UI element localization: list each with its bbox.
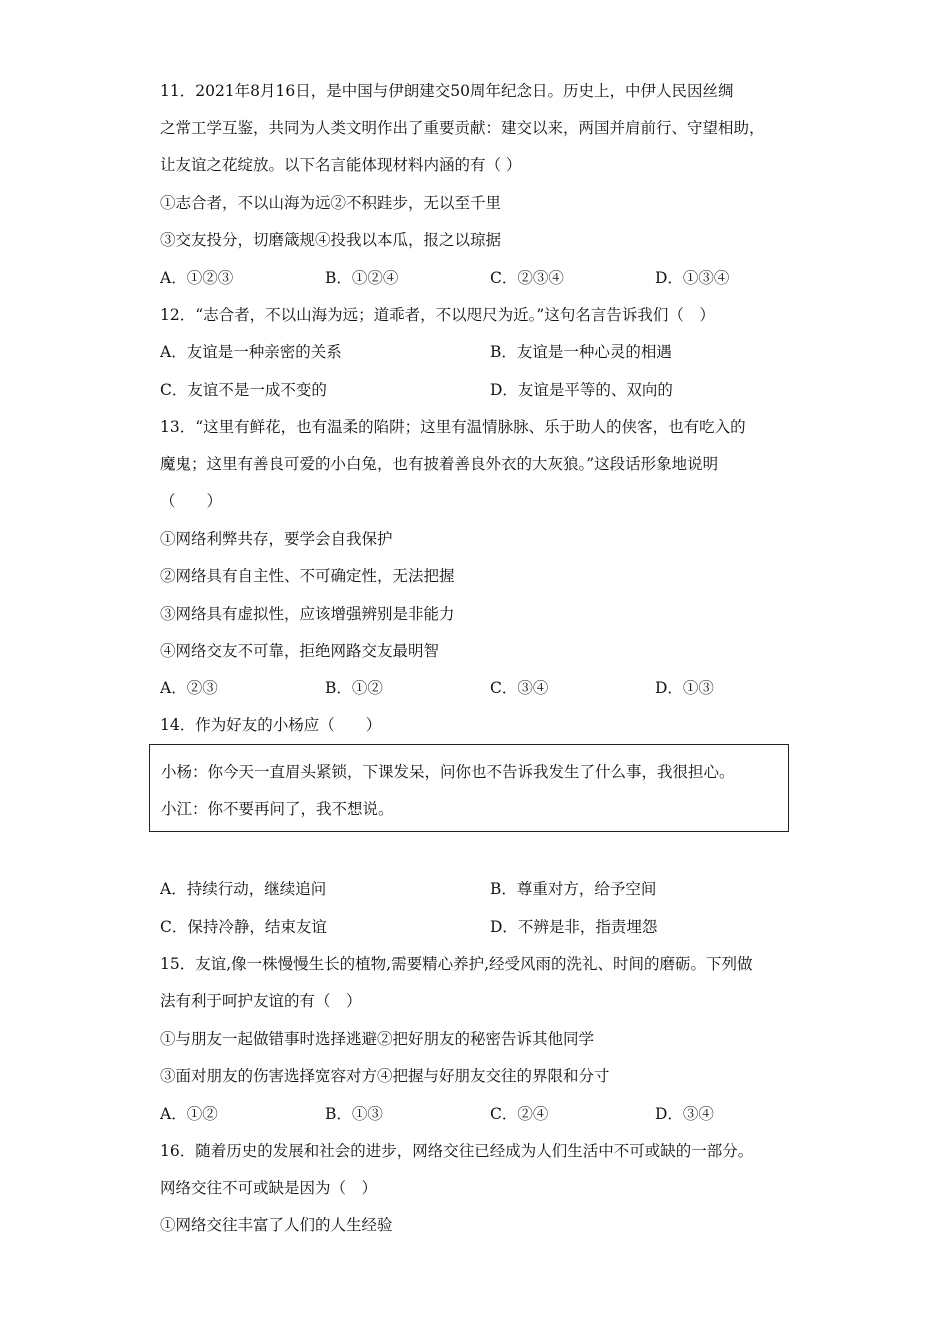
q12-stem: 12．“志合者，不以山海为远；道乖者，不以咫尺为近。”这句名言告诉我们（ ）	[160, 306, 715, 324]
q11-statement-1-2: ①志合者，不以山海为远②不积跬步，无以至千里	[160, 194, 502, 212]
q14-dialog-xiaoyang: 小杨：你今天一直眉头紧锁，下课发呆，问你也不告诉我发生了什么事，我很担心。	[161, 763, 735, 781]
q16-statement-1: ①网络交往丰富了人们的人生经验	[160, 1216, 393, 1234]
q13-option-d: D．①③	[655, 679, 714, 697]
q11-stem-line-1: 11．2021年8月16日，是中国与伊朗建交50周年纪念日。历史上，中伊人民因丝绸	[160, 82, 734, 100]
q15-option-c: C．②④	[490, 1105, 549, 1123]
q14-option-c: C．保持冷静，结束友谊	[160, 918, 327, 936]
q13-stem-line-1: 13．“这里有鲜花，也有温柔的陷阱；这里有温情脉脉、乐于助人的侠客，也有吃入的	[160, 418, 746, 436]
q13-statement-2: ②网络具有自主性、不可确定性，无法把握	[160, 567, 455, 585]
q13-statement-4: ④网络交友不可靠，拒绝网路交友最明智	[160, 642, 440, 660]
q15-option-a: A．①②	[160, 1105, 218, 1123]
q12-option-a: A．友谊是一种亲密的关系	[160, 343, 342, 361]
q14-stem: 14．作为好友的小杨应（ ）	[160, 716, 382, 734]
q15-option-d: D．③④	[655, 1105, 714, 1123]
q15-statement-3-4: ③面对朋友的伤害选择宽容对方④把握与好朋友交往的界限和分寸	[160, 1067, 610, 1085]
q15-option-b: B．①③	[325, 1105, 383, 1123]
q13-option-a: A．②③	[160, 679, 218, 697]
q16-stem-line-1: 16．随着历史的发展和社会的进步，网络交往已经成为人们生活中不可或缺的一部分。	[160, 1142, 754, 1160]
q11-option-b: B．①②④	[325, 269, 399, 287]
q16-stem-line-2: 网络交往不可或缺是因为（ ）	[160, 1179, 378, 1197]
q12-option-b: B．友谊是一种心灵的相遇	[490, 343, 672, 361]
q14-dialog-box	[149, 744, 789, 832]
q13-statement-3: ③网络具有虚拟性，应该增强辨别是非能力	[160, 605, 455, 623]
q11-option-a: A．①②③	[160, 269, 234, 287]
q11-stem-line-2: 之常工学互鉴，共同为人类文明作出了重要贡献：建交以来，两国并肩前行、守望相助，	[160, 119, 765, 137]
q15-statement-1-2: ①与朋友一起做错事时选择逃避②把好朋友的秘密告诉其他同学	[160, 1030, 595, 1048]
q13-stem-line-2: 魔鬼；这里有善良可爱的小白兔，也有披着善良外衣的大灰狼。”这段话形象地说明	[160, 455, 719, 473]
q11-stem-line-3: 让友谊之花绽放。以下名言能体现材料内涵的有（ ）	[160, 156, 522, 174]
q13-option-c: C．③④	[490, 679, 549, 697]
q14-option-d: D．不辨是非，指责埋怨	[490, 918, 658, 936]
q13-statement-1: ①网络利弊共存，要学会自我保护	[160, 530, 393, 548]
q11-option-d: D．①③④	[655, 269, 730, 287]
q14-option-a: A．持续行动，继续追问	[160, 880, 327, 898]
q12-option-c: C．友谊不是一成不变的	[160, 381, 327, 399]
q15-stem-line-2: 法有利于呵护友谊的有（ ）	[160, 992, 362, 1010]
q12-option-d: D．友谊是平等的、双向的	[490, 381, 673, 399]
q11-option-c: C．②③④	[490, 269, 564, 287]
q14-option-b: B．尊重对方，给予空间	[490, 880, 657, 898]
q13-stem-line-3: （ ）	[160, 492, 223, 510]
q14-dialog-xiaojiang: 小江：你不要再问了，我不想说。	[161, 800, 394, 818]
q15-stem-line-1: 15．友谊,像一株慢慢生长的植物,需要精心养护,经受风雨的洗礼、时间的磨砺。下列做	[160, 955, 753, 973]
q13-option-b: B．①②	[325, 679, 383, 697]
q11-statement-3-4: ③交友投分，切磨箴规④投我以本瓜，报之以琼据	[160, 231, 502, 249]
